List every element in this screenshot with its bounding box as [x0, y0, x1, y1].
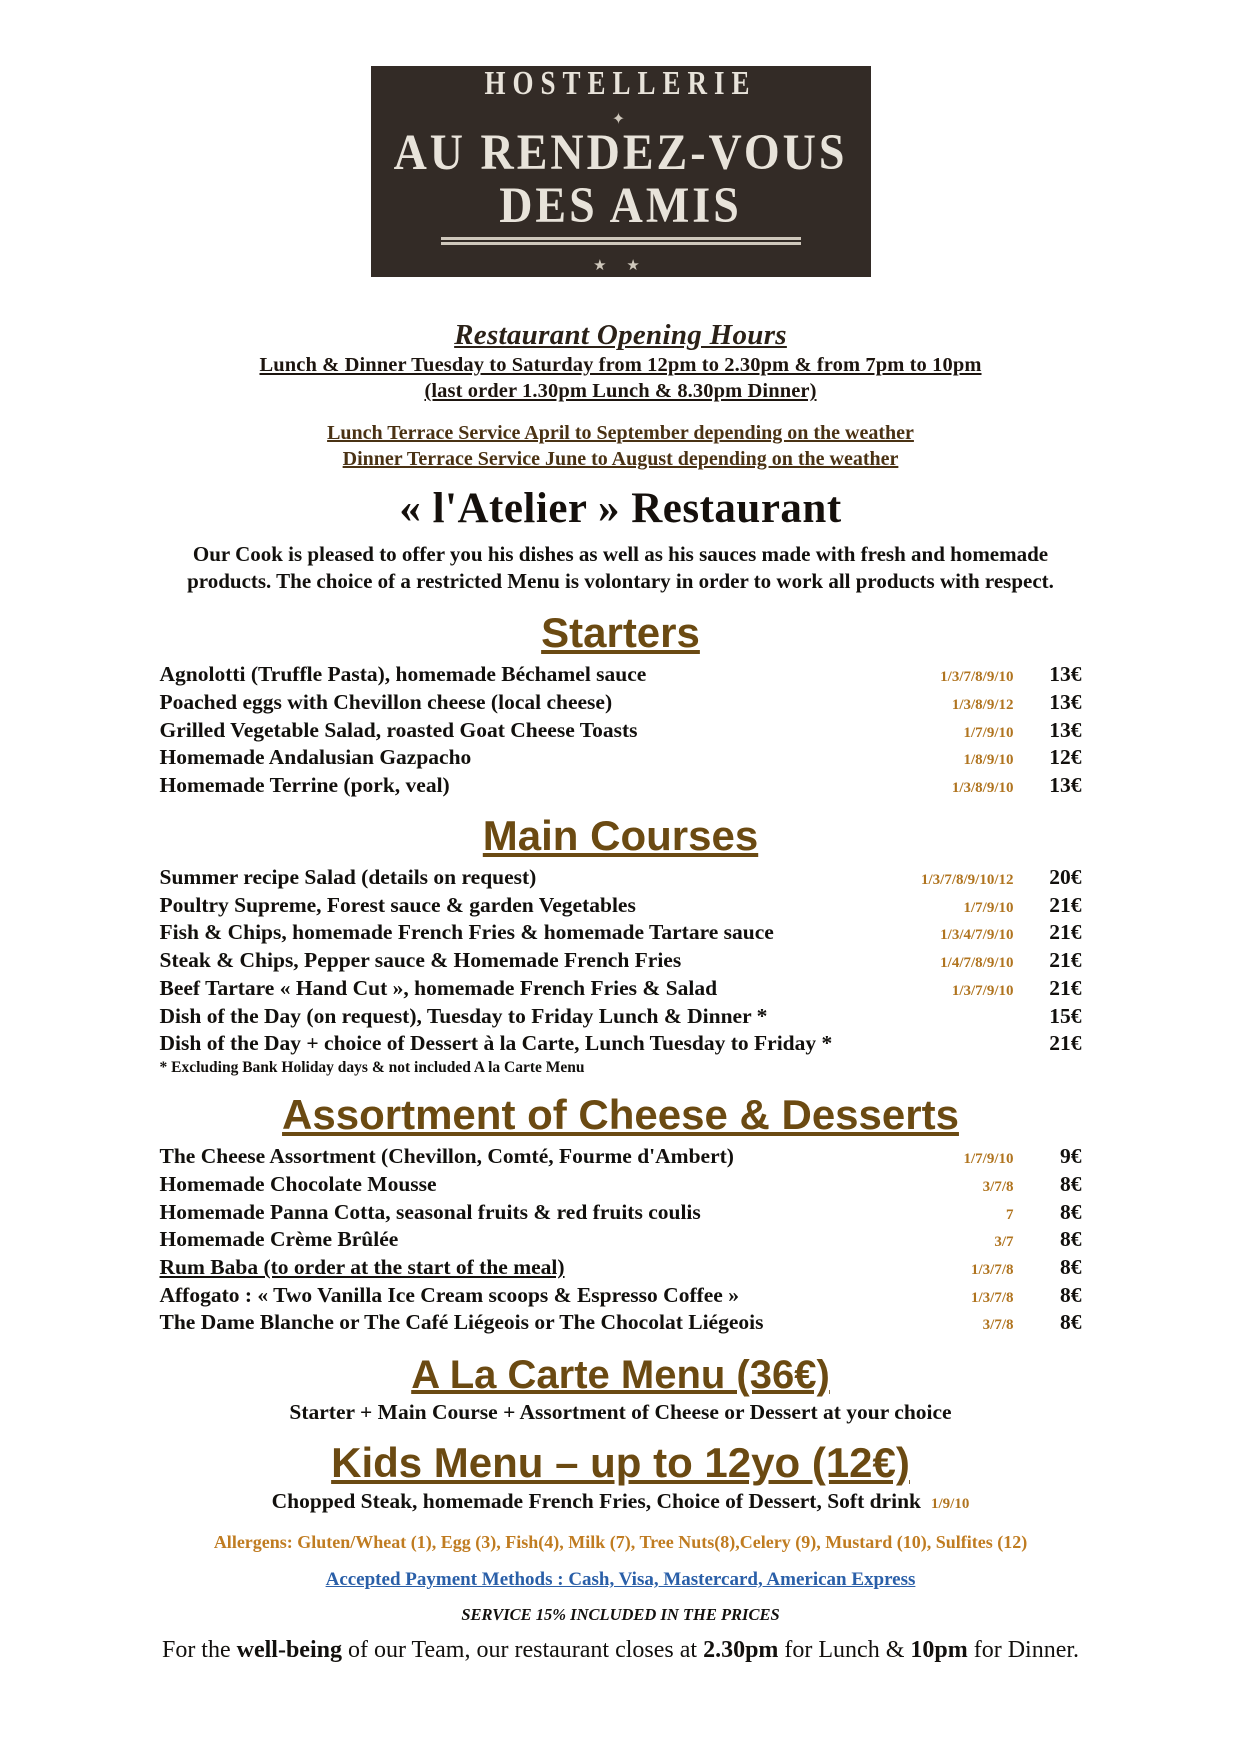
menu-item-row	[160, 744, 1082, 772]
item-price: 8€	[1060, 1310, 1082, 1335]
logo-divider	[441, 237, 801, 240]
logo-container	[0, 0, 1241, 277]
payment-methods: Accepted Payment Methods : Cash, Visa, Mastercard, American Express	[325, 1569, 916, 1591]
menu-item-row	[160, 1030, 1082, 1058]
item-name: The Dame Blanche or The Café Liégeois or The Chocolat Liégeois	[159, 1310, 764, 1335]
opening-hours-title: Restaurant Opening Hours	[454, 319, 787, 351]
menu-item-row	[160, 1003, 1082, 1031]
item-name: Homemade Panna Cotta, seasonal fruits & red fruits coulis	[159, 1199, 701, 1224]
item-name: Affogato : « Two Vanilla Ice Cream scoops & Espresso Coffee »	[159, 1282, 739, 1307]
item-allergens: 1/3/7/8/9/10	[940, 669, 1014, 686]
section-heading-main-courses: Main Courses	[482, 811, 759, 859]
item-allergens: 1/8/9/10	[963, 752, 1014, 769]
item-price: 13€	[1049, 717, 1082, 742]
item-allergens: 1/7/9/10	[963, 724, 1014, 741]
menu-item-row	[160, 1143, 1082, 1171]
main-courses-list	[160, 864, 1082, 1058]
kids-menu-line	[0, 1489, 1241, 1514]
item-price: 15€	[1049, 1003, 1082, 1028]
logo-stars-icon: ★ ★	[593, 258, 648, 275]
item-price: 13€	[1049, 662, 1082, 687]
item-name: Fish & Chips, homemade French Fries & homemade Tartare sauce	[159, 920, 774, 945]
wellbeing-bold-1: well-being	[236, 1637, 342, 1664]
restaurant-logo	[371, 63, 871, 277]
item-price: 9€	[1060, 1144, 1082, 1169]
section-heading-cheese-desserts: Assortment of Cheese & Desserts	[282, 1091, 959, 1139]
menu-item-row	[160, 1282, 1082, 1310]
wellbeing-mid-1: of our Team, our restaurant closes at	[341, 1637, 704, 1664]
menu-item-row	[160, 772, 1082, 800]
a-la-carte-description: Starter + Main Course + Assortment of Cheese or Dessert at your choice	[289, 1400, 952, 1425]
item-allergens: 1/3/7/8	[970, 1261, 1014, 1278]
menu-item-row	[160, 1309, 1082, 1337]
cheese-desserts-list	[160, 1143, 1082, 1337]
item-price: 21€	[1049, 920, 1082, 945]
item-price: 21€	[1049, 948, 1082, 973]
item-allergens: 3/7/8	[982, 1317, 1014, 1334]
item-name: Summer recipe Salad (details on request)	[159, 864, 537, 889]
item-name: Poached eggs with Chevillon cheese (local cheese)	[159, 689, 613, 714]
item-name: Beef Tartare « Hand Cut », homemade French Fries & Salad	[159, 975, 718, 1000]
item-name: Agnolotti (Truffle Pasta), homemade Béchamel sauce	[159, 662, 647, 687]
logo-hostellerie-text: HOSTELLERIE	[484, 63, 757, 102]
opening-hours-line-2: (last order 1.30pm Lunch & 8.30pm Dinner)	[424, 380, 817, 403]
item-allergens: 3/7/8	[982, 1178, 1014, 1195]
logo-divider-bar	[441, 237, 801, 240]
item-allergens: 1/3/4/7/9/10	[940, 927, 1014, 944]
item-allergens: 1/3/7/8/9/10/12	[920, 871, 1014, 888]
starters-list	[160, 661, 1082, 800]
item-allergens: 1/7/9/10	[963, 1151, 1014, 1168]
menu-item-row	[160, 947, 1082, 975]
item-name: Steak & Chips, Pepper sauce & Homemade French Fries	[159, 948, 682, 973]
kids-menu-description: Chopped Steak, homemade French Fries, Choice of Dessert, Soft drink	[271, 1489, 921, 1514]
wellbeing-note	[0, 1637, 1241, 1664]
item-price: 8€	[1060, 1282, 1082, 1307]
item-price: 21€	[1049, 975, 1082, 1000]
menu-item-row	[160, 975, 1082, 1003]
item-allergens: 7	[1006, 1206, 1014, 1223]
item-allergens: 1/3/7/8	[970, 1289, 1014, 1306]
menu-item-row	[160, 892, 1082, 920]
wellbeing-bold-3: 10pm	[910, 1637, 968, 1664]
logo-ornament-icon: ✦	[611, 110, 630, 128]
lunch-terrace-line: Lunch Terrace Service April to September depending on the weather	[327, 422, 914, 445]
menu-item-row	[160, 1199, 1082, 1227]
menu-item-row	[160, 689, 1082, 717]
menu-item-row	[160, 864, 1082, 892]
item-name: Homemade Andalusian Gazpacho	[159, 745, 472, 770]
section-heading-starters: Starters	[541, 609, 700, 657]
item-name: Dish of the Day + choice of Dessert à la Carte, Lunch Tuesday to Friday *	[159, 1031, 833, 1056]
wellbeing-mid-2: for Lunch &	[778, 1637, 911, 1664]
kids-menu-allergens: 1/9/10	[931, 1496, 970, 1513]
logo-line-2: DES AMIS	[499, 176, 742, 233]
item-price: 8€	[1060, 1254, 1082, 1279]
menu-item-row	[160, 717, 1082, 745]
main-courses-footnote: * Excluding Bank Holiday days & not included A la Carte Menu	[159, 1059, 585, 1077]
item-price: 13€	[1049, 773, 1082, 798]
item-price: 13€	[1049, 689, 1082, 714]
item-allergens: 1/3/8/9/10	[951, 780, 1014, 797]
item-price: 20€	[1049, 864, 1082, 889]
item-price: 8€	[1060, 1227, 1082, 1252]
restaurant-intro: Our Cook is pleased to offer you his dishes as well as his sauces made with fresh and homemade products. The choice of a restricted Menu is volontary in order to work all products with respect.	[187, 542, 1054, 594]
item-name: The Cheese Assortment (Chevillon, Comté, Fourme d'Ambert)	[159, 1144, 734, 1169]
restaurant-name: « l'Atelier » Restaurant	[399, 485, 842, 533]
item-name: Homemade Chocolate Mousse	[159, 1171, 437, 1196]
menu-item-row	[160, 1171, 1082, 1199]
dinner-terrace-line: Dinner Terrace Service June to August depending on the weather	[342, 448, 899, 471]
item-price: 21€	[1049, 892, 1082, 917]
opening-hours-line-1: Lunch & Dinner Tuesday to Saturday from 12pm to 2.30pm & from 7pm to 10pm	[259, 354, 982, 376]
section-heading-a-la-carte: A La Carte Menu (36€)	[411, 1353, 830, 1398]
item-name: Homemade Terrine (pork, veal)	[159, 773, 450, 798]
menu-item-row	[160, 1254, 1082, 1282]
menu-item-row	[160, 661, 1082, 689]
menu-item-row	[160, 919, 1082, 947]
item-allergens: 1/3/8/9/12	[951, 696, 1014, 713]
item-price: 8€	[1060, 1171, 1082, 1196]
wellbeing-bold-2: 2.30pm	[703, 1637, 779, 1664]
item-price: 12€	[1049, 745, 1082, 770]
item-name: Rum Baba (to order at the start of the meal)	[159, 1254, 565, 1279]
item-allergens: 1/7/9/10	[963, 899, 1014, 916]
allergens-legend: Allergens: Gluten/Wheat (1), Egg (3), Fish(4), Milk (7), Tree Nuts(8),Celery (9), Mustard (10), Sulfites (12)	[213, 1532, 1028, 1553]
item-name: Poultry Supreme, Forest sauce & garden Vegetables	[159, 892, 636, 917]
wellbeing-suffix: for Dinner.	[967, 1637, 1080, 1664]
item-allergens: 3/7	[994, 1234, 1014, 1251]
item-price: 8€	[1060, 1199, 1082, 1224]
service-charge-note: SERVICE 15% INCLUDED IN THE PRICES	[461, 1605, 780, 1625]
item-allergens: 1/4/7/8/9/10	[940, 955, 1014, 972]
menu-item-row	[160, 1226, 1082, 1254]
logo-line-1: AU RENDEZ-VOUS	[393, 123, 848, 180]
wellbeing-prefix: For the	[161, 1637, 237, 1664]
item-price: 21€	[1049, 1031, 1082, 1056]
item-allergens: 1/3/7/9/10	[951, 982, 1014, 999]
item-name: Homemade Crème Brûlée	[159, 1227, 399, 1252]
item-name: Grilled Vegetable Salad, roasted Goat Cheese Toasts	[159, 717, 638, 742]
item-name: Dish of the Day (on request), Tuesday to Friday Lunch & Dinner *	[159, 1003, 768, 1028]
section-heading-kids-menu: Kids Menu – up to 12yo (12€)	[331, 1439, 910, 1487]
